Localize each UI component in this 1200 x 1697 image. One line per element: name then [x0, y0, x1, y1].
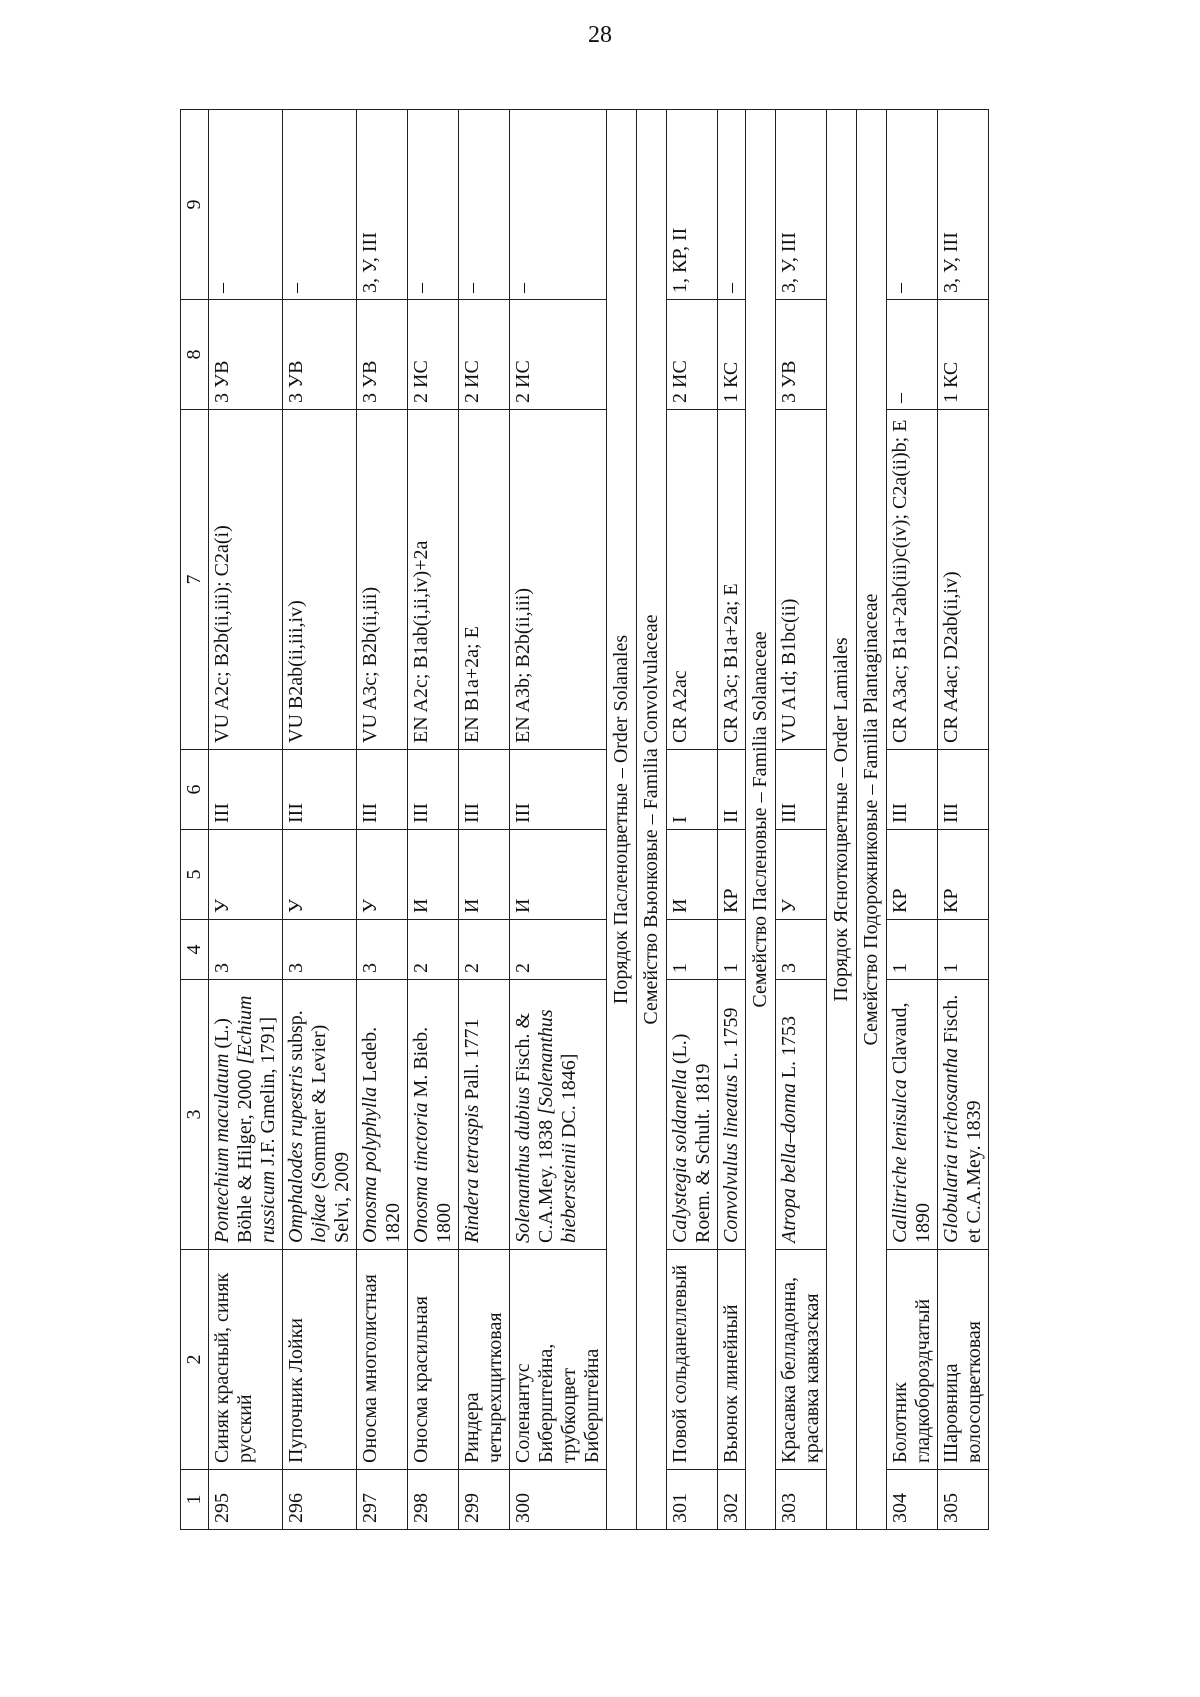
regional-status: 2 ИС [408, 300, 459, 410]
row-number: 304 [887, 1470, 938, 1530]
status-value: И [459, 830, 510, 920]
category-value: 1 [667, 920, 718, 980]
russian-name: Риндера четырехщитковая [459, 1250, 510, 1470]
regional-status: 3 УВ [283, 300, 357, 410]
latin-author: L. 1759 [720, 1007, 742, 1070]
latin-name-cell [667, 980, 718, 1250]
category-value: 3 [283, 920, 357, 980]
section-heading: Порядок Ясноткоцветные – Order Lamiales [827, 110, 857, 1530]
column-header: 7 [181, 410, 209, 750]
latin-name: Atropa bella–donna [778, 1083, 800, 1243]
priority-value: III [209, 750, 283, 830]
iucn-criteria: EN B1a+2a; E [459, 410, 510, 750]
column-header: 5 [181, 830, 209, 920]
latin-name-cell [718, 980, 746, 1250]
federal-status: – [283, 110, 357, 300]
federal-status: – [408, 110, 459, 300]
column-header: 1 [181, 1470, 209, 1530]
priority-value: III [459, 750, 510, 830]
russian-name: Соленантус Биберштейна, трубкоцвет Биберштейна [510, 1250, 607, 1470]
status-value: И [510, 830, 607, 920]
iucn-criteria: CR A2ac [667, 410, 718, 750]
table-row [887, 110, 938, 1530]
latin-author: subsp. [285, 1010, 307, 1061]
latin-name-cell [510, 980, 607, 1250]
synonym-author: DC. 1846] [558, 1053, 580, 1139]
section-heading-row [637, 110, 667, 1530]
latin-author: Pall. 1771 [461, 1018, 483, 1100]
regional-status: 3 УВ [776, 300, 827, 410]
section-heading: Порядок Пасленоцветные – Order Solanales [607, 110, 637, 1530]
synonym-author: (Sommier & Levier) Selvi, 2009 [308, 1024, 353, 1243]
priority-value: III [510, 750, 607, 830]
row-number: 305 [938, 1470, 989, 1530]
row-number: 301 [667, 1470, 718, 1530]
regional-status: 3 УВ [357, 300, 408, 410]
table-row [209, 110, 283, 1530]
table-row [776, 110, 827, 1530]
rotated-table-container [180, 110, 1150, 1530]
table-row [357, 110, 408, 1530]
latin-name-cell [209, 980, 283, 1250]
section-heading-row [746, 110, 776, 1530]
category-value: 2 [510, 920, 607, 980]
latin-name-cell [887, 980, 938, 1250]
regional-status: 2 ИС [667, 300, 718, 410]
federal-status: 1, КР, II [667, 110, 718, 300]
iucn-criteria: VU A3c; B2b(ii,iii) [357, 410, 408, 750]
latin-name-cell [357, 980, 408, 1250]
latin-author: (L.) Roem. & Schult. 1819 [669, 1033, 714, 1243]
section-heading: Семейство Вьюнковые – Familia Convolvulaceae [637, 110, 667, 1530]
priority-value: III [408, 750, 459, 830]
section-heading: Семейство Подорожниковые – Familia Plantaginaceae [857, 110, 887, 1530]
latin-author: (L.) Böhle & Hilger, 2000 [211, 1018, 256, 1243]
category-value: 3 [209, 920, 283, 980]
latin-author: Clavaud, 1890 [889, 1002, 934, 1243]
regional-status: 3 УВ [209, 300, 283, 410]
federal-status: 3, У, III [776, 110, 827, 300]
latin-name: Globularia trichosantha [940, 1047, 962, 1243]
category-value: 2 [459, 920, 510, 980]
iucn-criteria: EN A3b; B2b(ii,iii) [510, 410, 607, 750]
latin-author: Fisch. & C.A.Mey. 1838 [512, 1012, 557, 1243]
latin-name: Pontechium maculatum [211, 1053, 233, 1243]
table-body [209, 110, 989, 1530]
federal-status: – [887, 110, 938, 300]
row-number: 303 [776, 1470, 827, 1530]
page-number: 28 [588, 22, 612, 48]
column-header: 4 [181, 920, 209, 980]
iucn-criteria: CR A3c; B1a+2a; E [718, 410, 746, 750]
column-header: 9 [181, 110, 209, 300]
column-header: 3 [181, 980, 209, 1250]
latin-name: Rindera tetraspis [461, 1104, 483, 1243]
federal-status: – [510, 110, 607, 300]
section-heading-row [827, 110, 857, 1530]
federal-status: – [209, 110, 283, 300]
iucn-criteria: VU B2ab(ii,iii,iv) [283, 410, 357, 750]
status-value: КР [938, 830, 989, 920]
latin-name: Callitriche lenisulca [889, 1079, 911, 1243]
iucn-criteria: EN A2c; B1ab(i,ii,iv)+2a [408, 410, 459, 750]
row-number: 296 [283, 1470, 357, 1530]
synonym-name: [Solenanthus biebersteinii [535, 1009, 580, 1243]
row-number: 300 [510, 1470, 607, 1530]
russian-name: Оносма многолистная [357, 1250, 408, 1470]
russian-name: Вьюнок линейный [718, 1250, 746, 1470]
synonym-name: lojkae [308, 1194, 330, 1243]
category-value: 3 [776, 920, 827, 980]
category-value: 2 [408, 920, 459, 980]
russian-name: Оносма красильная [408, 1250, 459, 1470]
status-value: КР [718, 830, 746, 920]
table-row [283, 110, 357, 1530]
status-value: У [283, 830, 357, 920]
latin-author: Ledeb. 1820 [359, 1026, 404, 1243]
latin-name: Omphalodes rupestris [285, 1065, 307, 1243]
synonym-author: J.F. Gmelin, 1791] [257, 1016, 279, 1166]
federal-status: 3, У, III [938, 110, 989, 300]
priority-value: I [667, 750, 718, 830]
regional-status: 2 ИС [510, 300, 607, 410]
table-wrapper [180, 110, 1150, 1530]
status-value: У [776, 830, 827, 920]
section-heading-row [607, 110, 637, 1530]
category-value: 1 [938, 920, 989, 980]
table-row [408, 110, 459, 1530]
row-number: 302 [718, 1470, 746, 1530]
russian-name: Болотник гладкобороздчатый [887, 1250, 938, 1470]
column-header: 8 [181, 300, 209, 410]
row-number: 298 [408, 1470, 459, 1530]
category-value: 1 [887, 920, 938, 980]
iucn-criteria: VU A2c; B2b(ii,iii); C2a(i) [209, 410, 283, 750]
regional-status: – [887, 300, 938, 410]
regional-status: 1 КС [938, 300, 989, 410]
latin-author: Fisch. et C.A.Mey. 1839 [940, 994, 985, 1243]
russian-name: Повой сольданеллевый [667, 1250, 718, 1470]
russian-name: Пупочник Лойки [283, 1250, 357, 1470]
status-value: КР [887, 830, 938, 920]
latin-name: Onosma polyphylla [359, 1086, 381, 1243]
federal-status: – [718, 110, 746, 300]
status-value: И [667, 830, 718, 920]
synonym-name: [Echium russicum [234, 995, 279, 1243]
row-number: 299 [459, 1470, 510, 1530]
row-number: 295 [209, 1470, 283, 1530]
table-row [459, 110, 510, 1530]
latin-name-cell [283, 980, 357, 1250]
column-header: 2 [181, 1250, 209, 1470]
section-heading-row [857, 110, 887, 1530]
russian-name: Шаровница волосоцветковая [938, 1250, 989, 1470]
status-value: У [209, 830, 283, 920]
latin-author: L. 1753 [778, 1015, 800, 1079]
regional-status: 1 КС [718, 300, 746, 410]
latin-name-cell [459, 980, 510, 1250]
regional-status: 2 ИС [459, 300, 510, 410]
status-value: У [357, 830, 408, 920]
priority-value: III [357, 750, 408, 830]
latin-name-cell [938, 980, 989, 1250]
row-number: 297 [357, 1470, 408, 1530]
section-heading: Семейство Пасленовые – Familia Solanaceae [746, 110, 776, 1530]
red-list-table [180, 109, 989, 1530]
russian-name: Синяк красный, синяк русский [209, 1250, 283, 1470]
latin-name: Calystegia soldanella [669, 1069, 691, 1243]
latin-name-cell [776, 980, 827, 1250]
column-header: 6 [181, 750, 209, 830]
category-value: 1 [718, 920, 746, 980]
status-value: И [408, 830, 459, 920]
latin-name: Onosma tinctoria [410, 1102, 432, 1243]
priority-value: II [718, 750, 746, 830]
priority-value: III [938, 750, 989, 830]
priority-value: III [283, 750, 357, 830]
iucn-criteria: CR A3ac; B1a+2ab(iii)c(iv); C2a(ii)b; E [887, 410, 938, 750]
latin-name: Convolvulus lineatus [720, 1074, 742, 1243]
federal-status: 3, У, III [357, 110, 408, 300]
iucn-criteria: CR A4ac; D2ab(ii,iv) [938, 410, 989, 750]
latin-name-cell [408, 980, 459, 1250]
latin-name: Solenanthus dubius [512, 1086, 534, 1243]
table-row [938, 110, 989, 1530]
priority-value: III [887, 750, 938, 830]
russian-name: Красавка белладонна, красавка кавказская [776, 1250, 827, 1470]
federal-status: – [459, 110, 510, 300]
category-value: 3 [357, 920, 408, 980]
latin-author: M. Bieb. 1800 [410, 1026, 455, 1243]
priority-value: III [776, 750, 827, 830]
table-row [667, 110, 718, 1530]
iucn-criteria: VU A1d; B1bc(ii) [776, 410, 827, 750]
table-header-row [181, 110, 209, 1530]
table-row [510, 110, 607, 1530]
table-row [718, 110, 746, 1530]
